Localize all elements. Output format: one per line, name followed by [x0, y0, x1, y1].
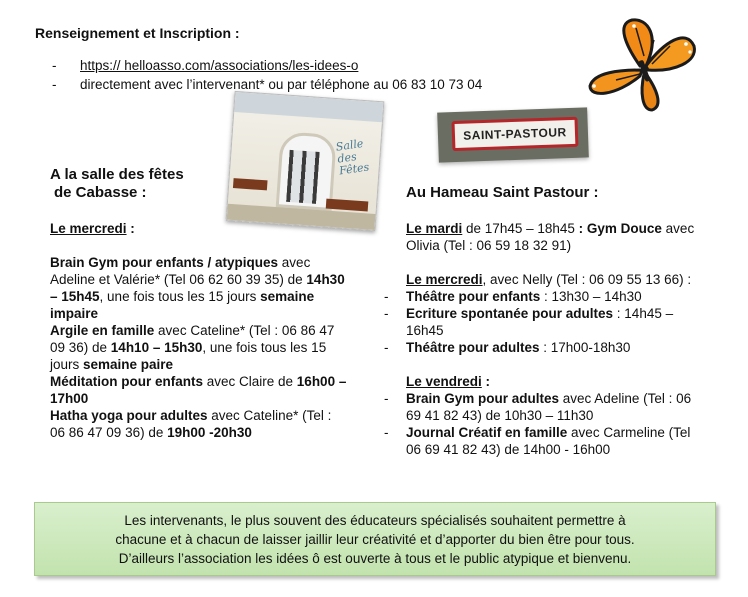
- list-item: - Journal Créatif en famille avec Carmeline (Tel 06 69 41 82 43) de 14h00 - 16h00: [384, 425, 691, 457]
- list-item: - Ecriture spontanée pour adultes : 14h45 – 16h45: [384, 306, 674, 338]
- list-dash: -: [52, 77, 57, 92]
- footer-banner: [34, 502, 716, 576]
- wednesday-label: Le mercredi :: [50, 221, 135, 236]
- phone-contact-text: directement avec l’intervenant* ou par téléphone au 06 83 10 73 04: [80, 77, 483, 92]
- helloasso-link[interactable]: https:// helloasso.com/associations/les-idees-o: [80, 58, 359, 73]
- footer-line: D’ailleurs l’association les idées ô est ouverte à tous et le public atypique et bienvenu.: [118, 550, 632, 566]
- cabasse-section: [50, 166, 350, 441]
- footer-line: chacune et à chacun de laisser jaillir leur créativité et d’apporter du bien être pour tous.: [115, 531, 635, 547]
- saint-pastour-sign-photo: [437, 107, 589, 162]
- activity-hatha-yoga: Hatha yoga pour adultes avec Cateline* (Tel : 06 86 47 09 36) de 19h00 -20h30: [50, 408, 332, 440]
- footer-line: Les intervenants, le plus souvent des éducateurs spécialisés souhaitent permettre à: [124, 512, 626, 528]
- cabasse-heading-line1: A la salle des fêtes: [50, 166, 184, 183]
- wednesday-heading: Le mercredi, avec Nelly (Tel : 06 09 55 13 66) :: [406, 272, 692, 287]
- activity-argile-famille: Argile en famille avec Cateline* (Tel : 06 86 47 09 36) de 14h10 – 15h30, une fois tous les 15 jours semaine paire: [50, 323, 335, 372]
- road-sign-text: SAINT-PASTOUR: [451, 117, 578, 151]
- list-dash: -: [52, 58, 57, 73]
- list-item: [52, 75, 482, 94]
- list-item: [52, 56, 482, 75]
- tuesday-activity: Le mardi de 17h45 – 18h45 : Gym Douce avec Olivia (Tel : 06 59 18 32 91): [406, 221, 695, 253]
- saint-pastour-heading: Au Hameau Saint Pastour :: [406, 184, 599, 201]
- cabasse-heading-line2: de Cabasse :: [54, 184, 147, 201]
- info-title: Renseignement et Inscription :: [35, 25, 240, 41]
- friday-heading: Le vendredi :: [406, 374, 491, 389]
- list-item: - Brain Gym pour adultes avec Adeline (Tel : 06 69 41 82 43) de 10h30 – 11h30: [384, 391, 692, 423]
- salle-sign-text: Salle des Fêtes: [334, 136, 370, 178]
- butterfly-icon: [586, 16, 698, 112]
- activity-meditation-enfants: Méditation pour enfants avec Claire de 16h00 – 17h00: [50, 374, 347, 406]
- activity-brain-gym-enfants: Brain Gym pour enfants / atypiques avec Adeline et Valérie* (Tel 06 62 60 39 35) de 14h30 – 15h45, une fois tous les 15 jours semaine impaire: [50, 255, 345, 321]
- saint-pastour-section: [384, 184, 706, 458]
- list-item: - Théâtre pour adultes : 17h00-18h30: [384, 340, 631, 355]
- list-item: - Théâtre pour enfants : 13h30 – 14h30: [384, 289, 642, 304]
- contact-list: [52, 56, 482, 94]
